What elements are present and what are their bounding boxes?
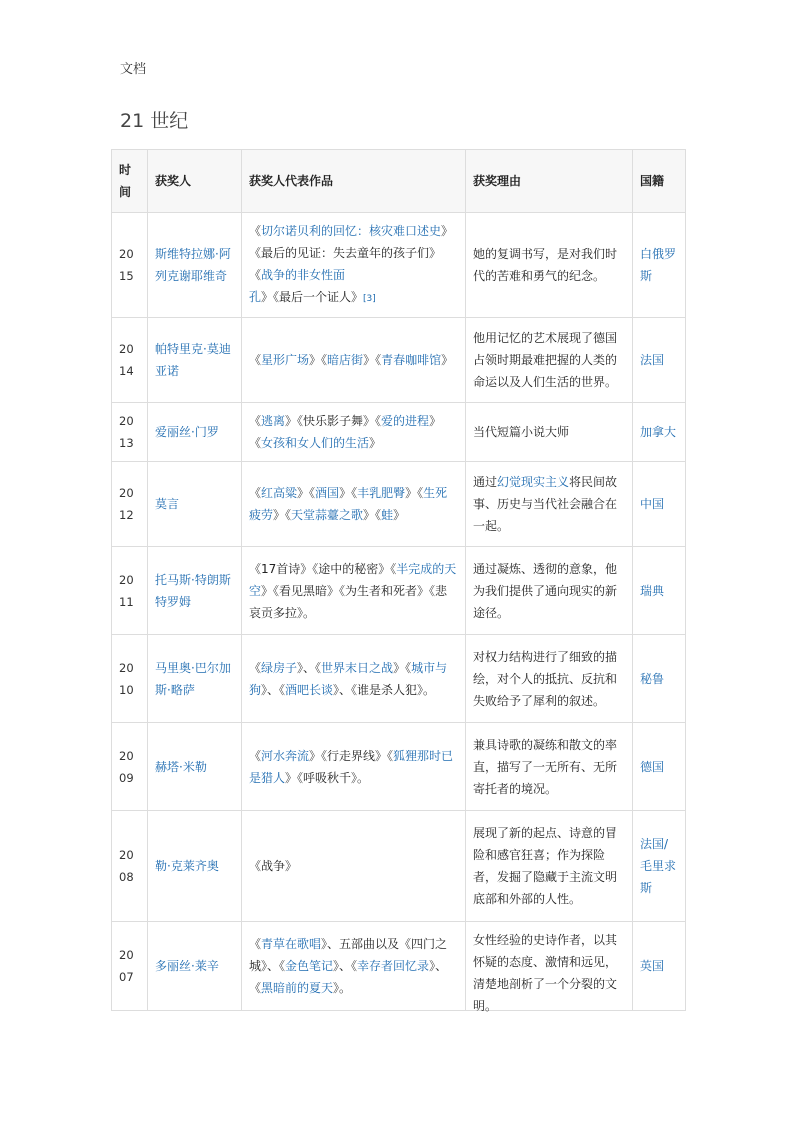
text-fragment: 《 (249, 660, 262, 675)
cell-year: 2015 (112, 213, 148, 318)
work-link[interactable]: 暗店街 (327, 353, 364, 367)
cell-year: 2012 (112, 462, 148, 547)
text-fragment: 》《看见黑暗》《为生者和死者》《悲哀贡多拉》。 (249, 583, 448, 620)
cell-reason (466, 723, 633, 811)
cell-laureate[interactable]: 赫塔·米勒 (148, 723, 242, 811)
work-link[interactable]: 女孩和女人们的生活 (261, 436, 370, 450)
text-fragment: 将民间故事、历史与当代社会融合在一起。 (473, 475, 618, 533)
text-fragment: 》《呼吸秋千》。 (285, 770, 370, 785)
text-fragment: 》、《 (261, 682, 286, 697)
cell-country[interactable]: 法国 (633, 318, 686, 403)
cell-country[interactable]: 德国 (633, 723, 686, 811)
text-fragment: 》《 (273, 508, 292, 522)
work-link[interactable]: 绿房子 (261, 660, 298, 675)
text-fragment: 》 (369, 436, 382, 450)
cell-works (242, 547, 466, 635)
text-fragment: 》《 (405, 486, 424, 500)
cell-works (242, 635, 466, 723)
text-fragment: 当代短篇小说大师 (473, 425, 570, 439)
text-fragment: 对权力结构进行了细致的描绘，对个人的抵抗、反抗和失败给予了犀利的叙述。 (473, 649, 618, 708)
work-link[interactable]: 幸存者回忆录 (357, 959, 430, 973)
table-row (112, 635, 686, 723)
text-fragment: 通过 (473, 475, 498, 489)
cell-reason (466, 403, 633, 462)
text-fragment: 他用记忆的艺术展现了德国占领时期最难把握的人类的命运以及人们生活的世界。 (473, 331, 618, 389)
text-fragment: 《17首诗》《途中的秘密》《 (249, 561, 397, 576)
work-link[interactable]: 丰乳肥臀 (357, 486, 406, 500)
work-link[interactable]: 青草在歌唱 (261, 937, 322, 951)
work-link[interactable]: 天堂蒜薹之歌 (291, 508, 364, 522)
work-link[interactable]: 世界末日之战 (321, 660, 394, 675)
text-fragment: 》《 (297, 486, 316, 500)
header-works: 获奖人代表作品 (242, 150, 466, 213)
cell-laureate[interactable]: 爱丽丝·门罗 (148, 403, 242, 462)
work-link[interactable]: 酒吧长谈 (285, 682, 334, 697)
text-fragment: 《战争》 (249, 859, 298, 873)
cell-country[interactable]: 中国 (633, 462, 686, 547)
table-row (112, 547, 686, 635)
table-row (112, 811, 686, 922)
text-fragment: 《 (249, 486, 262, 500)
reason-clip (473, 929, 625, 1013)
work-link[interactable]: 红高粱 (261, 486, 298, 500)
work-link[interactable]: 切尔诺贝利的回忆：核灾难口述史 (261, 224, 442, 238)
cell-reason (466, 213, 633, 318)
text-fragment: 》《 (393, 660, 412, 675)
table-body (112, 213, 686, 1011)
text-fragment: 》、《谁是杀人犯》。 (333, 682, 436, 697)
cell-laureate[interactable]: 多丽丝·莱辛 (148, 922, 242, 1011)
cell-country[interactable]: 秘鲁 (633, 635, 686, 723)
nobel-laureates-table (111, 149, 686, 1011)
section-heading: 21 世纪 (120, 110, 189, 132)
cell-reason (466, 318, 633, 403)
cell-laureate[interactable]: 托马斯·特朗斯特罗姆 (148, 547, 242, 635)
table-row (112, 403, 686, 462)
cell-laureate[interactable]: 马里奥·巴尔加斯·略萨 (148, 635, 242, 723)
work-link[interactable]: 黑暗前的夏天 (261, 981, 334, 995)
cell-country[interactable]: 英国 (633, 922, 686, 1011)
table-row (112, 723, 686, 811)
text-fragment: 《 (249, 414, 262, 428)
cell-works (242, 318, 466, 403)
text-fragment: 《 (249, 353, 262, 367)
text-fragment: 》、《 (249, 959, 448, 995)
work-link[interactable]: 酒国 (315, 486, 340, 500)
cell-reason (466, 922, 633, 1011)
text-fragment: 》、五部曲以及《四门之城》、《 (249, 937, 448, 973)
text-fragment: 展现了新的起点、诗意的冒险和感官狂喜；作为探险者，发掘了隐藏于主流文明底部和外部的人性。 (473, 826, 618, 906)
work-link[interactable]: 半完成的天空 (249, 561, 457, 598)
cell-works (242, 811, 466, 922)
work-link[interactable]: 狐狸那时已是猎人 (249, 748, 454, 785)
table-row (112, 922, 686, 1011)
text-fragment: 》《 (339, 486, 358, 500)
cell-works (242, 922, 466, 1011)
text-fragment: 《 (249, 268, 262, 282)
text-fragment: 》《 (363, 353, 382, 367)
cell-year: 2007 (112, 922, 148, 1011)
text-fragment: 》《 (363, 508, 382, 522)
cell-year: 2009 (112, 723, 148, 811)
cell-year: 2014 (112, 318, 148, 403)
cell-reason (466, 635, 633, 723)
cell-works (242, 213, 466, 318)
text-fragment: 《最后的见证：失去童年的孩子们》 (249, 246, 442, 260)
header-reason: 获奖理由 (466, 150, 633, 213)
work-link[interactable]: 蛙 (381, 508, 394, 522)
text-fragment: 》《 (309, 353, 328, 367)
work-link[interactable]: 战争的非女性面孔 (249, 268, 346, 304)
text-fragment: 》 (393, 508, 406, 522)
header-country: 国籍 (633, 150, 686, 213)
text-fragment: 》、《 (297, 660, 322, 675)
cell-laureate[interactable]: 斯维特拉娜·阿列克谢耶维奇 (148, 213, 242, 318)
cell-laureate[interactable]: 莫言 (148, 462, 242, 547)
table-header-row (112, 150, 686, 213)
cell-country[interactable]: 瑞典 (633, 547, 686, 635)
cell-year: 2013 (112, 403, 148, 462)
cell-works (242, 403, 466, 462)
text-fragment: 兼具诗歌的凝练和散文的率直，描写了一无所有、无所寄托者的境况。 (473, 737, 618, 796)
cell-year: 2011 (112, 547, 148, 635)
work-link[interactable]: 爱的进程 (381, 414, 430, 428)
cell-country[interactable]: 白俄罗斯 (633, 213, 686, 318)
work-link[interactable]: 逃离 (261, 414, 286, 428)
work-link[interactable]: 生死疲劳 (249, 486, 448, 522)
header-year: 时间 (112, 150, 148, 213)
document-label: 文档 (120, 62, 147, 77)
cell-laureate[interactable]: 帕特里克·莫迪亚诺 (148, 318, 242, 403)
reference-link[interactable]: [3] (363, 294, 376, 304)
text-fragment: 《 (249, 937, 262, 951)
cell-country[interactable]: 法国/毛里求斯 (633, 811, 686, 922)
work-link[interactable]: 金色笔记 (285, 959, 334, 973)
cell-year: 2010 (112, 635, 148, 723)
work-link[interactable]: 河水奔流 (261, 748, 310, 763)
text-fragment: 通过凝炼、透彻的意象，他为我们提供了通向现实的新途径。 (473, 561, 618, 620)
text-fragment: 》、《 (333, 959, 358, 973)
text-fragment: 女性经验的史诗作者，以其怀疑的态度、激情和远见，清楚地剖析了一个分裂的文明。 (473, 933, 618, 1013)
work-link[interactable]: 幻觉现实主义 (497, 475, 570, 489)
text-fragment: 》 (441, 224, 454, 238)
work-link[interactable]: 城市与狗 (249, 660, 448, 697)
cell-reason (466, 811, 633, 922)
text-fragment: 《 (249, 224, 262, 238)
work-link[interactable]: 星形广场 (261, 353, 310, 367)
cell-works (242, 723, 466, 811)
cell-reason (466, 462, 633, 547)
cell-laureate[interactable]: 勒·克莱齐奥 (148, 811, 242, 922)
text-fragment: 她的复调书写，是对我们时代的苦难和勇气的纪念。 (473, 247, 618, 283)
text-fragment: 》《最后一个证人》 (261, 290, 364, 304)
cell-reason (466, 547, 633, 635)
table-row (112, 318, 686, 403)
cell-works (242, 462, 466, 547)
header-laureate: 获奖人 (148, 150, 242, 213)
cell-country[interactable]: 加拿大 (633, 403, 686, 462)
work-link[interactable]: 青春咖啡馆 (381, 353, 442, 367)
cell-year: 2008 (112, 811, 148, 922)
table-row (112, 462, 686, 547)
text-fragment: 》《快乐影子舞》《 (285, 414, 382, 428)
text-fragment: 》 (441, 353, 454, 367)
text-fragment: 》《 (249, 414, 442, 450)
text-fragment: 》。 (333, 981, 352, 995)
table-row (112, 213, 686, 318)
text-fragment: 》《行走界线》《 (309, 748, 394, 763)
text-fragment: 《 (249, 748, 262, 763)
